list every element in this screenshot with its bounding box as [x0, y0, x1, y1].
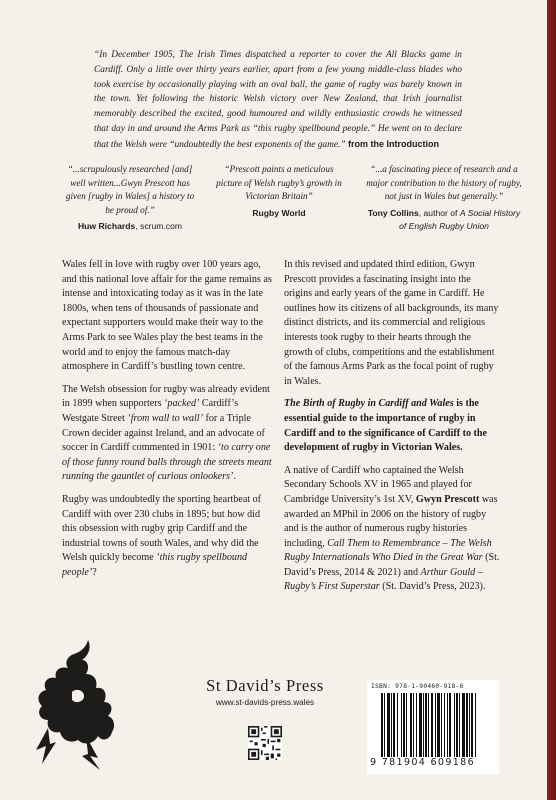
review-outlet: , author of: [418, 207, 460, 218]
review-author: Rugby World: [252, 207, 306, 218]
review-quote: [364, 163, 524, 234]
review-author: Huw Richards: [77, 221, 136, 232]
intro-quote-block: [94, 48, 462, 153]
text-run: ‘packed’: [164, 398, 200, 410]
text-run: The Welsh obsession for rugby was already evident in 1899 when supporters: [62, 383, 270, 410]
review-quote: [214, 163, 344, 220]
text-run: was awarded an MPhil in 2006 on the history of rugby and is the author of numerous rugby histories including,: [284, 493, 498, 549]
text-run: (St. David’s Press, 2023).: [379, 581, 486, 593]
review-outlet: , scrum.com: [135, 221, 183, 232]
review-quotes: [64, 163, 522, 253]
barcode-bars: [381, 693, 493, 757]
review-quote-source: [214, 207, 344, 221]
review-quote-source: [364, 207, 524, 234]
review-quote-text: “...scrupulously researched [and] well written...Gwyn Prescott has given [rugby in Wales] a history to be proud of.”: [65, 164, 195, 215]
blurb-paragraph: [62, 493, 277, 581]
text-run: Cardiff’s Westgate Street: [62, 398, 239, 424]
text-run: for a Triple Crown decider against Ireland, and an advocate of soccer in Cardiff commented in 1901:: [62, 412, 265, 454]
blurb-paragraph: [284, 397, 500, 455]
blurb-paragraph: Wales fell in love with rugby over 100 years ago, and this national love affair for the game remains as intense and intoxicating today as it was in the late 1800s, when tens of thousands of passionate and expectant supporters would make their way to the Arms Park to see Wales play the best teams in the world and to enjoy the famous match-day atmosphere in Cardiff’s bustling town centre.: [62, 259, 272, 373]
text-run: .: [233, 471, 236, 483]
intro-quote: “In December 1905, The Irish Times dispatched a reporter to cover the All Blacks game in Cardiff. Only a little over thirty years earlier, apart from a few young middle-class blades who took exercise by occasionally playing with an oval ball, the game of rugby was barely known in the town. Yet following the historic Welsh victory over New Zealand, that Irish journalist memorably described the excited, good humoured and wildly enthusiastic crowds he witnessed that day in and around the Arms Park as “this rugby spellbound people.” He went on to declare that the Welsh were “undoubtedly the best exponents of the game.”: [94, 50, 462, 150]
book-title: Call Them to Remembrance – The Welsh Rugby Internationals Who Died in the Great War: [284, 537, 492, 564]
welsh-dragon-icon: [28, 632, 120, 772]
publisher-url: www.st-davids-press.wales: [215, 698, 315, 707]
spine-edge: [547, 0, 556, 800]
book-title: Arthur Gould – Rugby’s First Superstar: [284, 566, 483, 593]
text-run: ‘from wall to wall’: [127, 412, 203, 424]
qr-code: [248, 726, 282, 760]
review-quote-text: “Prescott paints a meticulous picture of Welsh rugby’s growth in Victorian Britain”: [216, 164, 342, 202]
isbn-label: ISBN: 978-1-90460-918-6: [371, 683, 464, 690]
isbn-barcode: [367, 680, 499, 774]
publisher-name: St David’s Press: [206, 676, 324, 695]
review-quote-text: “...a fascinating piece of research and a major contribution to the history of rugby, not just in Wales but generally.”: [366, 164, 522, 202]
intro-source: from the Introduction: [347, 138, 439, 149]
blurb-left-column: [62, 258, 277, 588]
review-quote: [64, 163, 196, 234]
text-run: ‘this rugby spellbound people’: [62, 552, 248, 578]
blurb-paragraph: [62, 383, 277, 485]
barcode-digits: 9 781904 609186: [370, 757, 475, 768]
text-run: Rugby was undoubtedly the sporting heartbeat of Cardiff with over 230 clubs in 1895; but how did this obsession with rugby grip Cardiff and the industrial towns of south Wales, and why did the Welsh quickly become: [62, 493, 262, 564]
text-run: (St. David’s Press, 2014 & 2021) and: [284, 552, 500, 578]
text-run: is the essential guide to the importance of rugby in Cardiff and to the significance of Cardiff to the development of rugby in Victorian Wales.: [284, 398, 487, 454]
blurb-paragraph: In this revised and updated third edition, Gwyn Prescott provides a fascinating insight into the origins and early years of the game in Cardiff. He outlines how its citizens of all backgrounds, its many distinct districts, and its commercial and religious interests took rugby to their hearts through the growth of clubs, competitions and the establishment of the famous Arms Park as the focal point of rugby in Wales.: [284, 259, 499, 387]
author-bio: [284, 464, 500, 595]
review-author: Tony Collins: [367, 207, 419, 218]
text-run: ‘to carry one of those funny round balls through the streets meant running the gauntlet of curious onlookers’: [62, 442, 272, 483]
text-run: A native of Cardiff who captained the Welsh Secondary Schools XV in 1965 and played for Cambridge University’s 1st XV,: [284, 464, 472, 505]
book-title: The Birth of Rugby in Cardiff and Wales: [284, 398, 454, 410]
publisher-imprint: [190, 676, 340, 707]
review-quote-source: [64, 220, 196, 234]
author-name: Gwyn Prescott: [415, 493, 480, 505]
blurb-right-column: [284, 258, 500, 603]
review-outlet-title: A Social History of English Rugby Union: [399, 207, 521, 232]
text-run: ?: [92, 566, 97, 578]
